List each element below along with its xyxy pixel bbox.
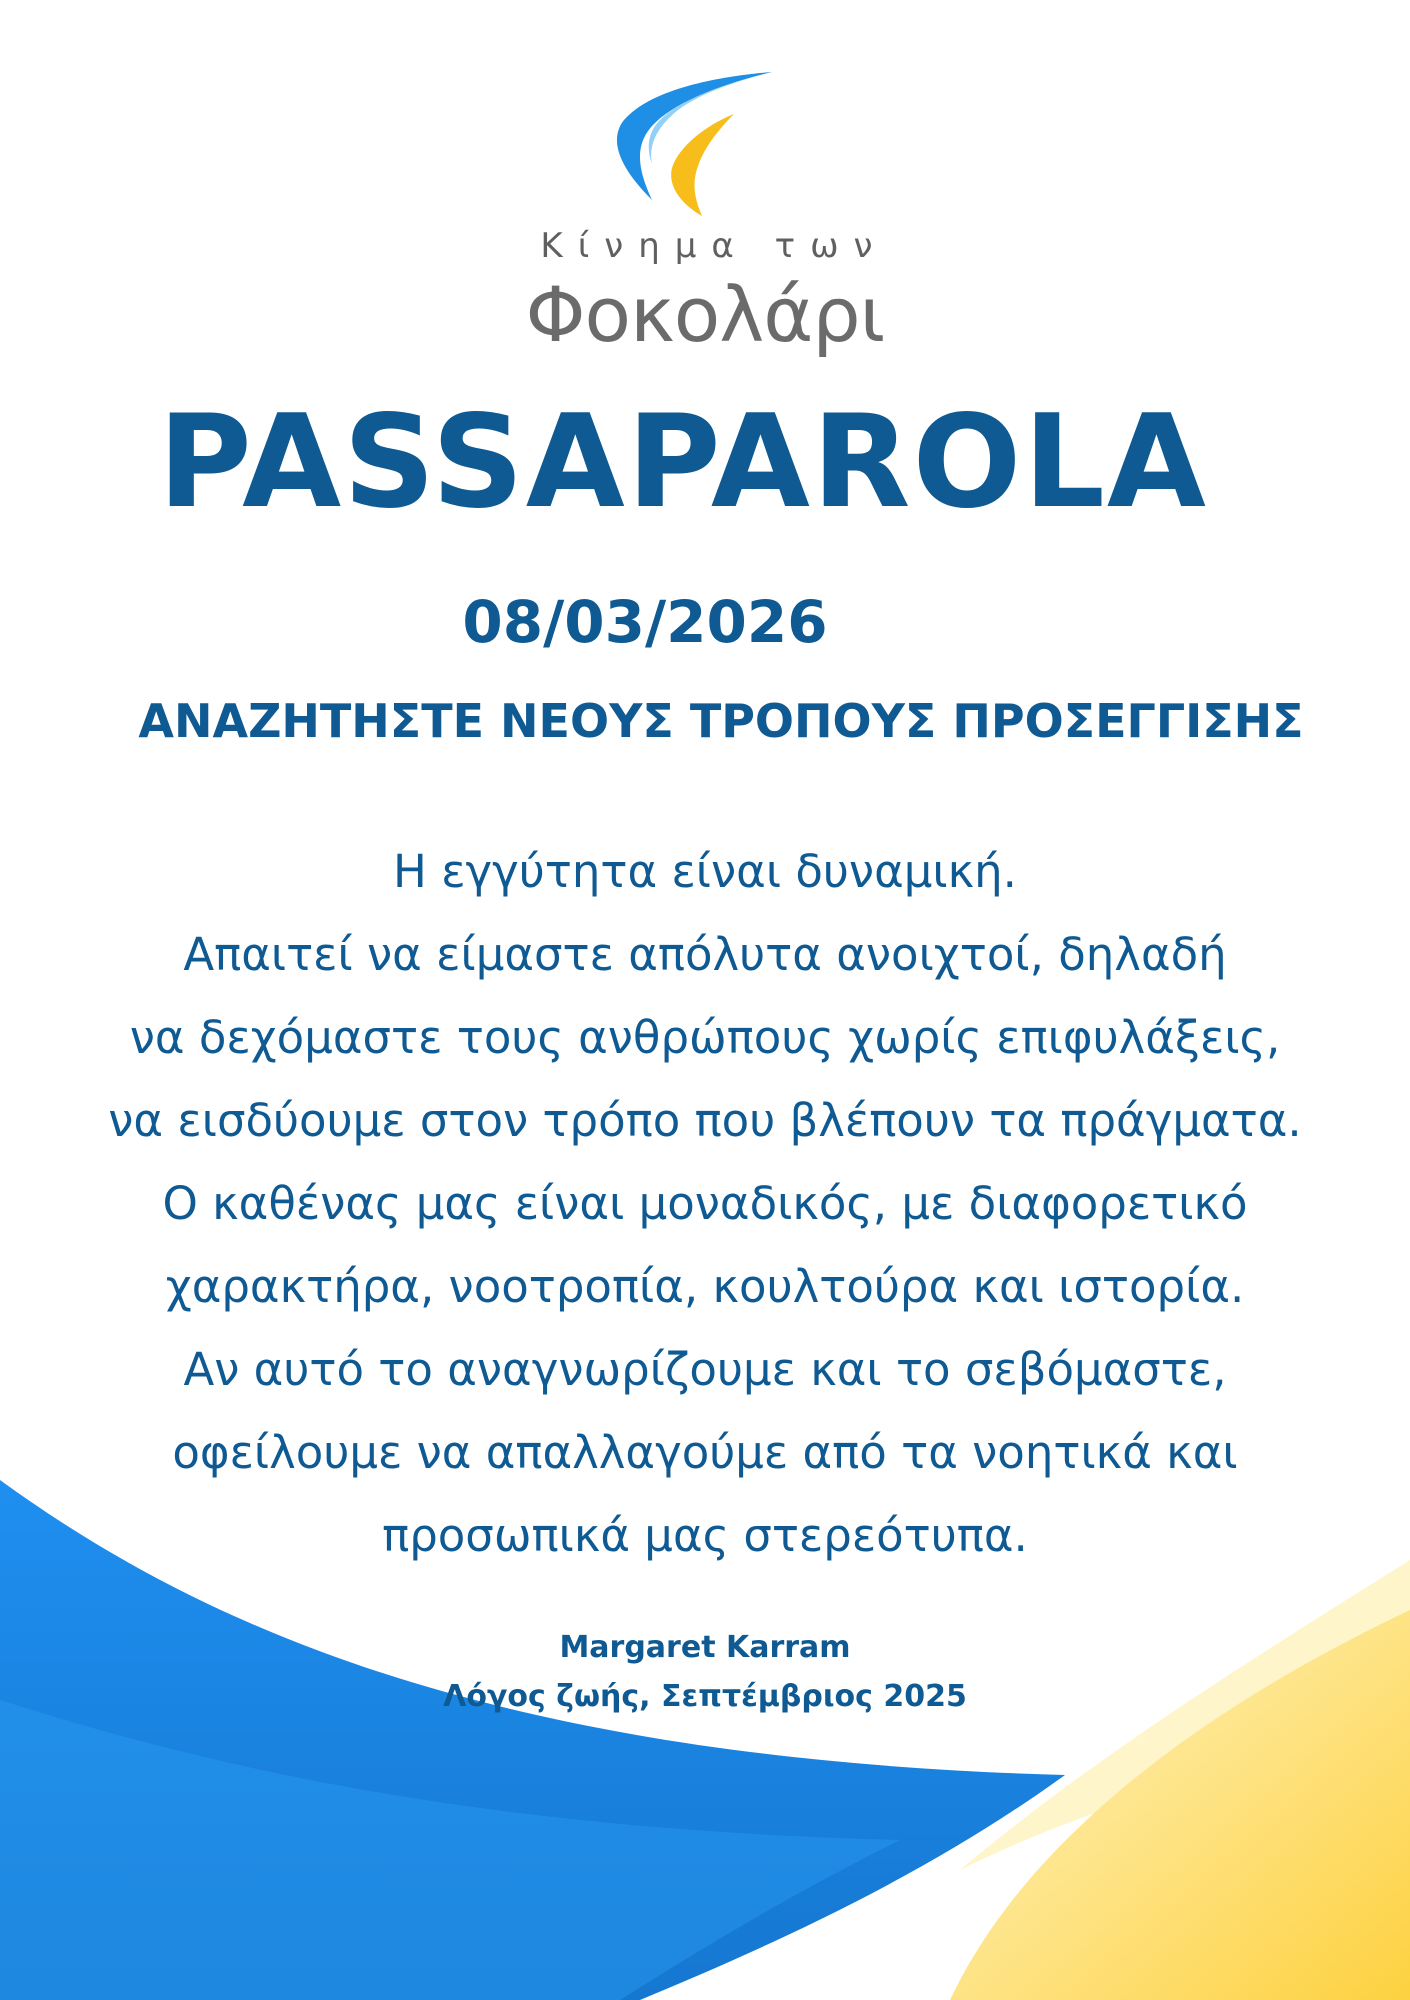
quote-source: Λόγος ζωής, Σεπτέμβριος 2025 [443, 1679, 967, 1714]
quote-line: Ο καθένας μας είναι μοναδικός, με διαφορετικό [162, 1177, 1248, 1230]
logo-tagline: Κίνημα των [540, 226, 888, 266]
quote-line: χαρακτήρα, νοοτροπία, κουλτούρα και ιστορία. [165, 1260, 1245, 1313]
subtitle: ΑΝΑΖΗΤΗΣΤΕ ΝΕΟΥΣ ΤΡΟΠΟΥΣ ΠΡΟΣΕΓΓΙΣΗΣ [138, 694, 1304, 748]
quote-line: οφείλουμε να απαλλαγούμε από τα νοητικά και [172, 1426, 1238, 1479]
quote-line: να εισδύουμε στον τρόπο που βλέπουν τα πράγματα. [108, 1094, 1302, 1147]
quote-text [0, 830, 1410, 1577]
page-title: PASSAPAROLA [158, 388, 1208, 537]
quote-line: Αν αυτό το αναγνωρίζουμε και το σεβόμαστε, [183, 1343, 1227, 1396]
swoosh-logo-icon [612, 68, 782, 220]
quote-author: Margaret Karram [559, 1630, 851, 1665]
quote-line: Απαιτεί να είμαστε απόλυτα ανοιχτοί, δηλαδή [183, 928, 1227, 981]
date-label: 08/03/2026 [462, 588, 828, 656]
logo-name: Φοκολάρι [525, 270, 885, 359]
quote-line: Η εγγύτητα είναι δυναμική. [393, 845, 1017, 898]
quote-line: προσωπικά μας στερεότυπα. [382, 1509, 1028, 1562]
quote-line: να δεχόμαστε τους ανθρώπους χωρίς επιφυλάξεις, [129, 1011, 1281, 1064]
